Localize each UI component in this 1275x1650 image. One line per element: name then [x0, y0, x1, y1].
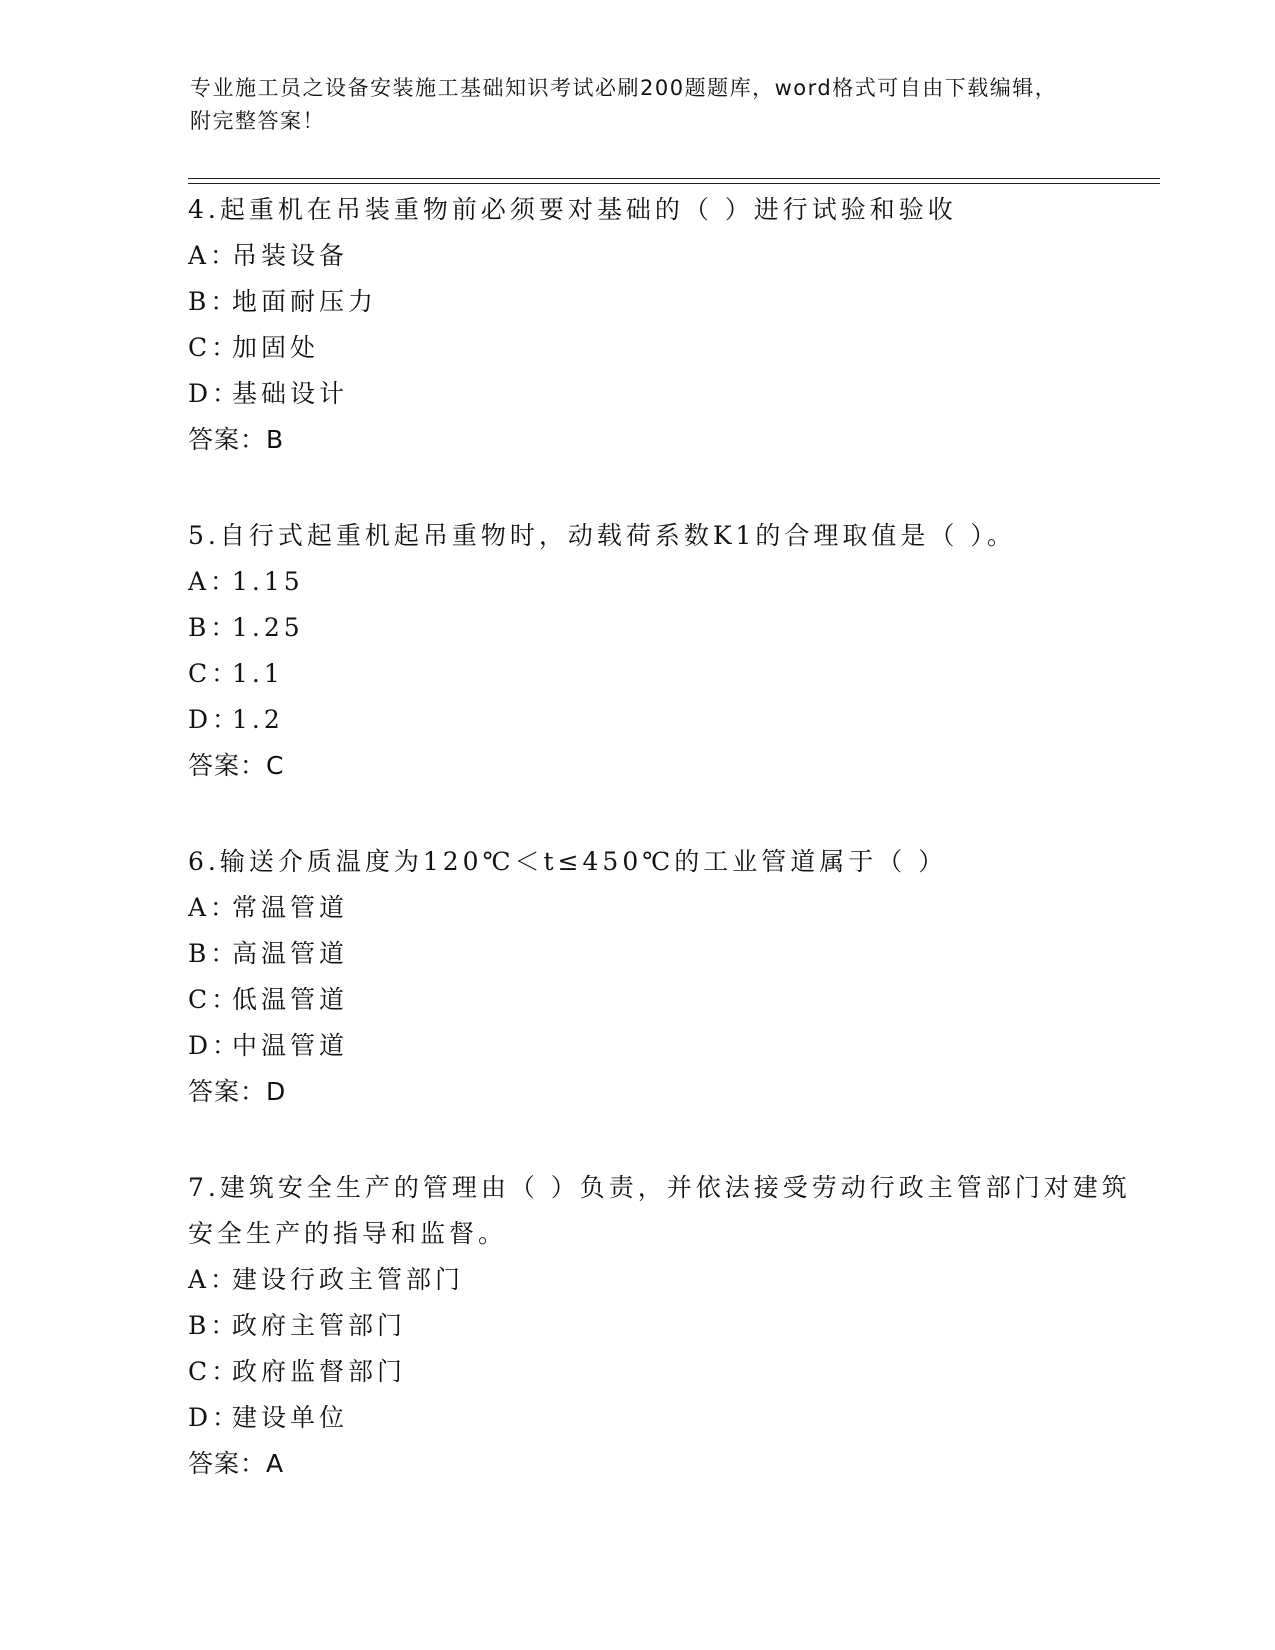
option-key: B：: [188, 613, 240, 642]
option-key: D：: [188, 1403, 242, 1432]
option-text: 加固处: [232, 333, 320, 362]
option-b: [188, 279, 1148, 325]
option-c: [188, 325, 1148, 371]
option-d: [188, 1023, 1148, 1069]
option-d: [188, 1395, 1148, 1441]
option-text: 低温管道: [232, 985, 349, 1014]
option-d: [188, 371, 1148, 417]
option-key: C：: [188, 985, 241, 1014]
option-text: 吊装设备: [232, 241, 349, 270]
option-key: D：: [188, 705, 242, 734]
option-text: 1.1: [232, 659, 284, 688]
option-key: D：: [188, 1031, 242, 1060]
option-a: [188, 233, 1148, 279]
option-key: C：: [188, 1357, 241, 1386]
option-text: 地面耐压力: [232, 287, 378, 316]
option-key: B：: [188, 939, 240, 968]
option-text: 政府主管部门: [232, 1311, 407, 1340]
option-text: 建设单位: [232, 1403, 349, 1432]
question-item: [188, 839, 1148, 1115]
option-key: C：: [188, 659, 241, 688]
question-text: 4.起重机在吊装重物前必须要对基础的（ ）进行试验和验收: [188, 195, 957, 224]
option-a: [188, 1257, 1148, 1303]
answer-line: 答案：B: [188, 425, 285, 454]
option-c: [188, 977, 1148, 1023]
question-text: 6.输送介质温度为120℃＜t≤450℃的工业管道属于（ ）: [188, 847, 948, 876]
option-text: 政府监督部门: [232, 1357, 407, 1386]
option-b: [188, 605, 1148, 651]
question-list: [188, 187, 1148, 1537]
option-text: 1.15: [232, 567, 304, 596]
option-a: [188, 885, 1148, 931]
option-b: [188, 931, 1148, 977]
option-key: B：: [188, 1311, 240, 1340]
question-item: [188, 1165, 1148, 1487]
question-text: 7.建筑安全生产的管理由（ ）负责，并依法接受劳动行政主管部门对建筑安全生产的指导和监督。: [188, 1173, 1131, 1248]
document-header: 专业施工员之设备安装施工基础知识考试必刷200题题库，word格式可自由下载编辑，附完整答案！: [190, 76, 1058, 133]
question-item: [188, 513, 1148, 789]
answer-line: 答案：D: [188, 1077, 287, 1106]
option-key: B：: [188, 287, 240, 316]
answer-line: 答案：C: [188, 751, 285, 780]
option-b: [188, 1303, 1148, 1349]
header-divider-bottom: [188, 183, 1160, 184]
answer-line: 答案：A: [188, 1449, 285, 1478]
option-text: 建设行政主管部门: [232, 1265, 465, 1294]
option-key: A：: [188, 241, 240, 270]
question-item: [188, 187, 1148, 463]
option-key: D：: [188, 379, 242, 408]
question-text: 5.自行式起重机起吊重物时，动载荷系数K1的合理取值是（ ）。: [188, 521, 1016, 550]
option-key: A：: [188, 567, 240, 596]
option-c: [188, 651, 1148, 697]
option-text: 中温管道: [232, 1031, 349, 1060]
option-key: A：: [188, 893, 240, 922]
option-text: 1.2: [232, 705, 284, 734]
option-text: 基础设计: [232, 379, 349, 408]
option-text: 1.25: [232, 613, 304, 642]
option-d: [188, 697, 1148, 743]
option-key: A：: [188, 1265, 240, 1294]
header-divider-top: [188, 178, 1160, 179]
option-c: [188, 1349, 1148, 1395]
option-key: C：: [188, 333, 241, 362]
option-text: 常温管道: [232, 893, 349, 922]
option-text: 高温管道: [232, 939, 349, 968]
option-a: [188, 559, 1148, 605]
